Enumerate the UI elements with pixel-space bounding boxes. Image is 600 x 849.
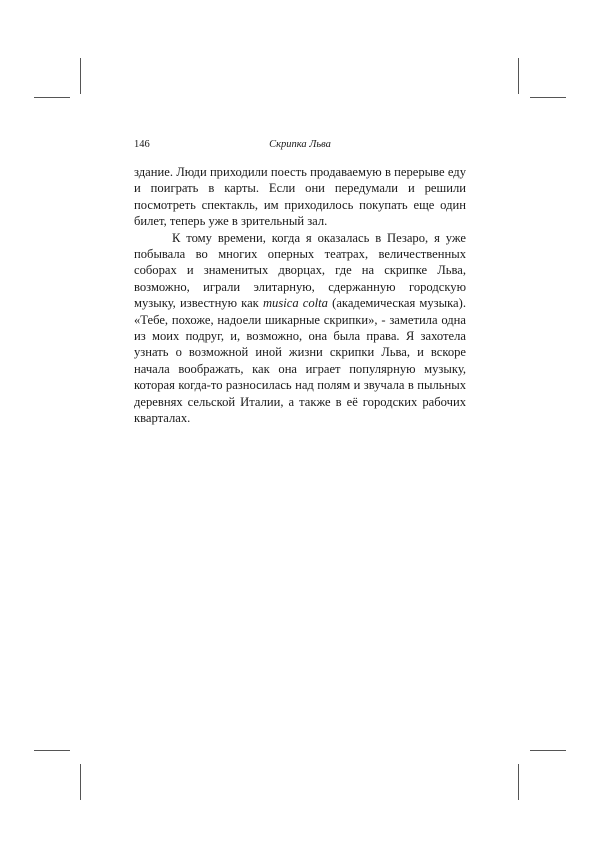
crop-mark-top-right-horizontal bbox=[530, 97, 566, 98]
paragraph-text-after: (академическая музыка). «Тебе, похоже, надоели шикарные скрипки», - заметила одна из моих подруг, и, возможно, она была права. Я захотела узнать о возможной иной жизни скрипки Льва, и вскоре начала воображать, как она играет популярную музыку, которая когда-то разносилась над полям и звучала в пыльных деревнях сельской Италии, а также в её городских рабочих кварталах. bbox=[134, 296, 466, 426]
crop-mark-bottom-right-vertical bbox=[518, 764, 519, 800]
paragraph-text: здание. Люди приходили поесть продаваемую в перерыве еду и поиграть в карты. Если они передумали и решили посмотреть спектакль, им приходилось покупать еще один билет, теперь уже в зрительный зал. bbox=[134, 165, 466, 229]
running-title: Скрипка Льва bbox=[269, 139, 331, 150]
italic-term: musica colta bbox=[262, 296, 328, 311]
paragraph-continuation bbox=[134, 164, 466, 230]
crop-mark-bottom-right-horizontal bbox=[530, 750, 566, 751]
crop-mark-top-right-vertical bbox=[518, 58, 519, 94]
crop-mark-bottom-left-vertical bbox=[80, 764, 81, 800]
paragraph bbox=[134, 230, 466, 427]
body-text bbox=[134, 164, 466, 427]
crop-mark-bottom-left-horizontal bbox=[34, 750, 70, 751]
page-header bbox=[134, 139, 466, 155]
crop-mark-top-left-vertical bbox=[80, 58, 81, 94]
paragraph-text-before: К тому времени, когда я оказалась в Пезаро, я уже побывала во многих оперных театрах, величественных соборах и знаменитых дворцах, где на скрипке Льва, возможно, играли элитарную, сдержанную городскую музыку, известную как bbox=[134, 230, 466, 311]
page-number: 146 bbox=[134, 139, 150, 150]
crop-mark-top-left-horizontal bbox=[34, 97, 70, 98]
